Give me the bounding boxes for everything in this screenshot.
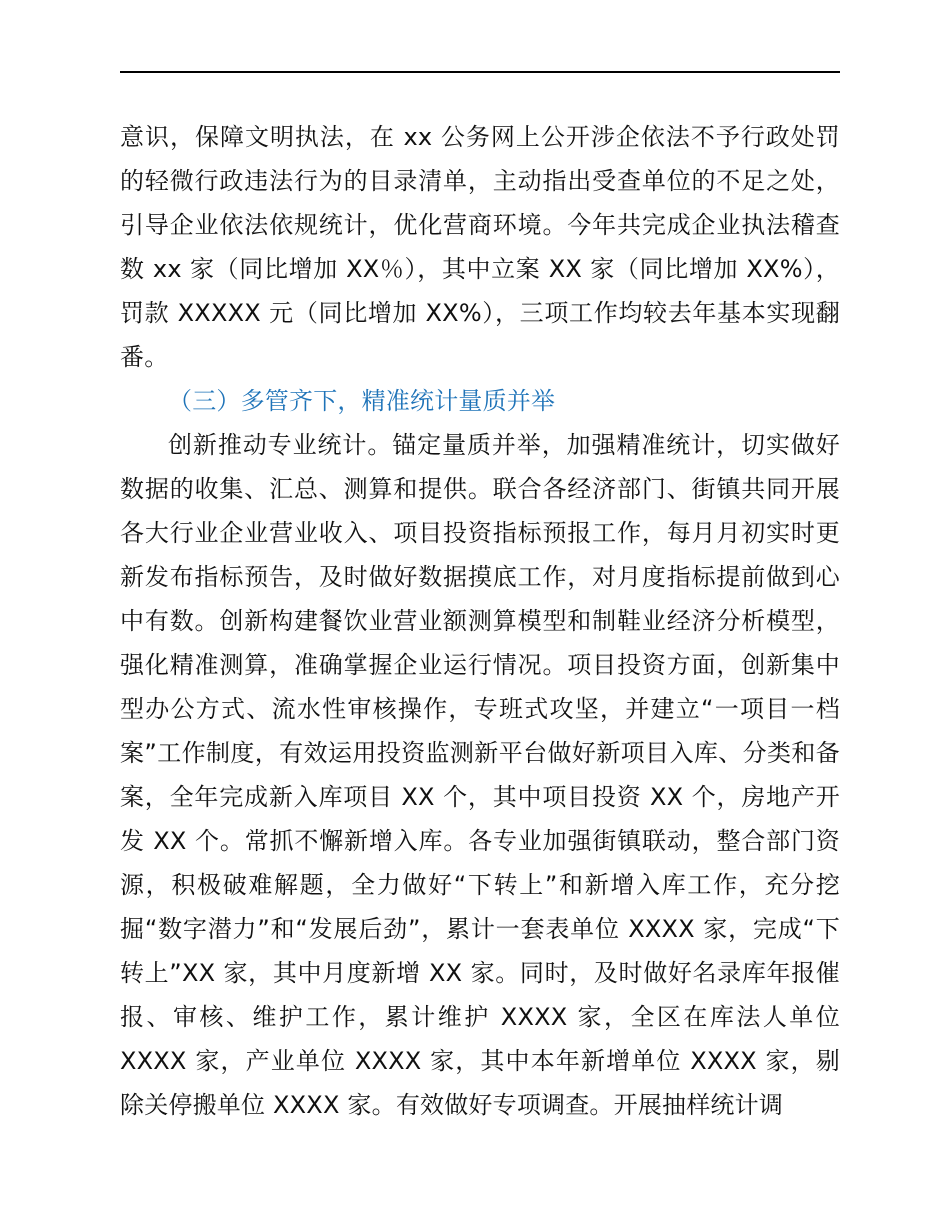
document-body <box>120 115 840 1127</box>
section-heading: （三）多管齐下，精准统计量质并举 <box>168 387 556 415</box>
paragraph-continued: 意识，保障文明执法，在 xx 公务网上公开涉企依法不予行政处罚的轻微行政违法行为的目录清单，主动指出受查单位的不足之处，引导企业依法依规统计，优化营商环境。今年共完成企业执法稽查数 xx 家（同比增加 XX％），其中立案 XX 家（同比增加 XX%），罚款 XXXXX 元（同比增加 XX%），三项工作均较去年基本实现翻番。 <box>120 123 840 371</box>
header-rule <box>120 71 840 73</box>
paragraph-body: 创新推动专业统计。锚定量质并举，加强精准统计，切实做好数据的收集、汇总、测算和提供。联合各经济部门、街镇共同开展各大行业企业营业收入、项目投资指标预报工作，每月月初实时更新发布指标预告，及时做好数据摸底工作，对月度指标提前做到心中有数。创新构建餐饮业营业额测算模型和制鞋业经济分析模型，强化精准测算，准确掌握企业运行情况。项目投资方面，创新集中型办公方式、流水性审核操作，专班式攻坚，并建立“一项目一档案”工作制度，有效运用投资监测新平台做好新项目入库、分类和备案，全年完成新入库项目 XX 个，其中项目投资 XX 个，房地产开发 XX 个。常抓不懈新增入库。各专业加强街镇联动，整合部门资源，积极破难解题，全力做好“下转上”和新增入库工作，充分挖掘“数字潜力”和“发展后劲”，累计一套表单位 XXXX 家，完成“下转上”XX 家，其中月度新增 XX 家。同时，及时做好名录库年报催报、审核、维护工作，累计维护 XXXX 家，全区在库法人单位 XXXX 家，产业单位 XXXX 家，其中本年新增单位 XXXX 家，剔除关停搬单位 XXXX 家。有效做好专项调查。开展抽样统计调 <box>120 431 840 1119</box>
